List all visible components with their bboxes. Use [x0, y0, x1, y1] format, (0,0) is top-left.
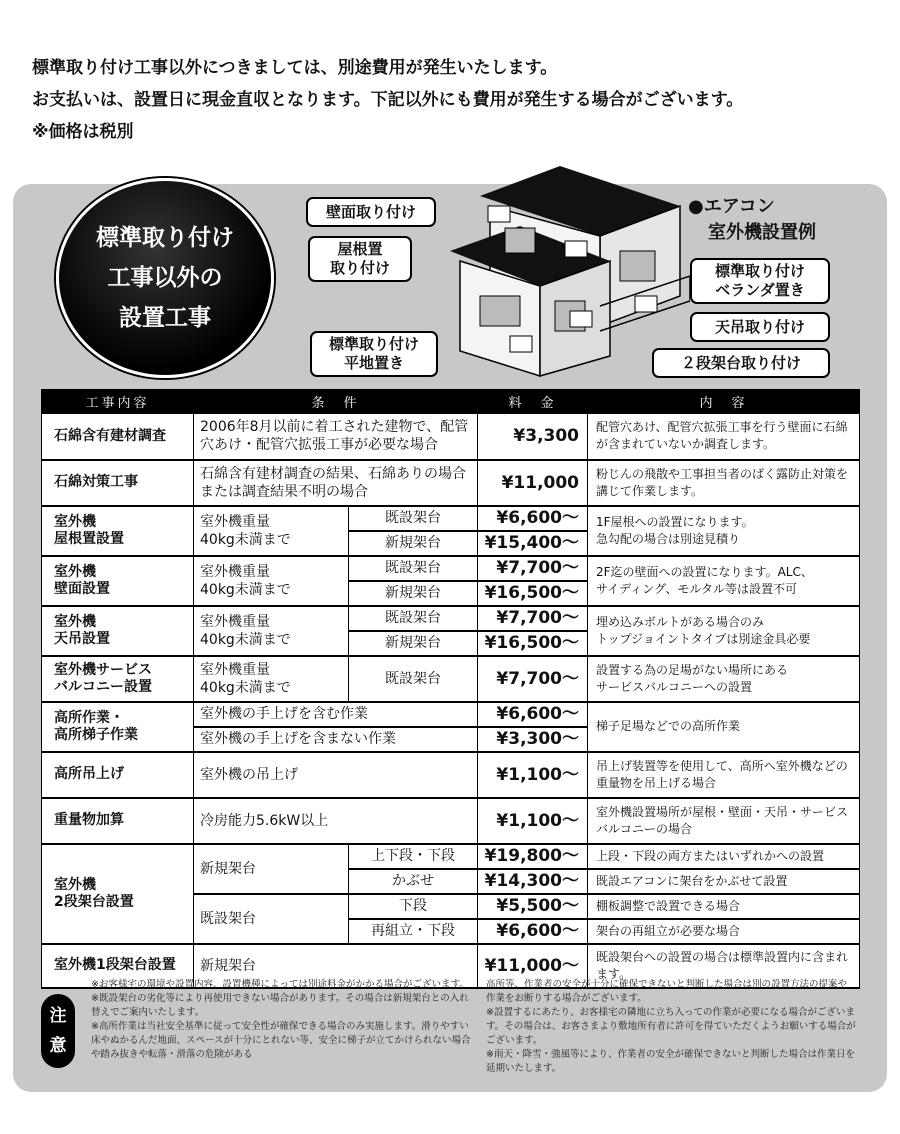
condition-line: 室外機重量 [200, 661, 270, 678]
callout-roof [308, 236, 412, 282]
detail-cell [588, 656, 860, 702]
item-line: 室外機サービス [54, 661, 152, 678]
badge-line-2: 工事以外の [107, 265, 223, 291]
callout-veranda-line-1: 標準取り付け [714, 262, 805, 280]
price-cell: ¥3,300 [478, 414, 588, 460]
caution-char-1: 注 [49, 1006, 67, 1026]
detail-cell [588, 506, 860, 556]
price-cell: ¥19,800～ [478, 844, 588, 869]
intro-text [32, 52, 882, 148]
mount-cell: 上下段・下段 [349, 844, 478, 869]
callout-roof-line-2: 取り付け [329, 259, 390, 277]
price-cell: ¥11,000 [478, 460, 588, 506]
condition-line: 室外機重量 [200, 563, 270, 580]
price-cell: ¥3,300～ [478, 727, 588, 752]
legend-line-1: ●エアコン [688, 196, 775, 217]
header-work: 工事内容 [42, 390, 194, 414]
tax-note: ※価格は税別 [32, 122, 134, 142]
condition-cell: 新規架台 [194, 844, 349, 894]
condition-line: 40kg未満まで [200, 531, 291, 548]
price-cell: ¥6,600～ [478, 702, 588, 727]
detail-line: サービスバルコニーへの設置 [596, 679, 753, 694]
callout-two-stage [652, 348, 830, 378]
callout-ceiling [690, 312, 830, 342]
detail-cell: 配管穴あけ、配管穴拡張工事を行う壁面に石綿が含まれていないか調査します。 [588, 414, 860, 460]
note-item: ※お客様宅の環境や設置内容、設置機種によっては別途料金がかかる場合がございます。 [91, 979, 469, 990]
table-row [42, 798, 860, 844]
header-detail: 内 容 [588, 390, 860, 414]
condition-cell: 室外機の手上げを含まない作業 [194, 727, 478, 752]
item-cell [42, 844, 194, 944]
price-cell: ¥15,400～ [478, 531, 588, 556]
fee-table [41, 389, 860, 989]
mount-cell: 既設架台 [349, 556, 478, 581]
condition-cell [194, 506, 349, 556]
condition-cell [194, 556, 349, 606]
condition-cell: 冷房能力5.6kW以上 [194, 798, 478, 844]
legend-line-2: 室外機設置例 [708, 222, 816, 243]
item-line: 室外機 [54, 513, 96, 530]
price-cell: ¥6,600～ [478, 919, 588, 944]
detail-cell: 棚板調整で設置できる場合 [588, 894, 860, 919]
item-cell [42, 702, 194, 752]
detail-line: 急勾配の場合は別途見積り [596, 531, 741, 546]
callout-ground-line-2: 平地置き [343, 354, 404, 372]
price-cell: ¥16,500～ [478, 581, 588, 606]
detail-cell: 上段・下段の両方またはいずれかへの設置 [588, 844, 860, 869]
price-cell: ¥14,300～ [478, 869, 588, 894]
legend [688, 194, 816, 246]
item-line: 壁面設置 [54, 580, 110, 597]
note-item: ※設置するにあたり、お客様宅の隣地に立ち入っての作業が必要になる場合がございます。その場合は、お客さまより敷地所有者に許可を得ていただくようお願いする場合がございます。 [486, 1007, 856, 1046]
caution-label [41, 994, 75, 1068]
condition-cell: 石綿含有建材調査の結果、石綿ありの場合または調査結果不明の場合 [194, 460, 478, 506]
item-line: 高所梯子作業 [54, 726, 138, 743]
mount-cell: 既設架台 [349, 606, 478, 631]
table-row [42, 702, 860, 727]
mount-cell: かぶせ [349, 869, 478, 894]
callout-wall-text: 壁面取り付け [325, 202, 416, 221]
item-cell: 石綿含有建材調査 [42, 414, 194, 460]
caution-char-2: 意 [49, 1036, 67, 1056]
table-row [42, 556, 860, 581]
mount-cell: 既設架台 [349, 506, 478, 531]
detail-cell [588, 606, 860, 656]
callout-veranda-line-2: ベランダ置き [715, 281, 805, 299]
price-cell: ¥7,700～ [478, 556, 588, 581]
callout-ground [310, 331, 438, 377]
detail-cell: 吊上げ装置等を使用して、高所へ室外機などの重量物を吊上げる場合 [588, 752, 860, 798]
condition-cell: 既設架台 [194, 894, 349, 944]
price-cell: ¥5,500～ [478, 894, 588, 919]
detail-cell: 架台の再組立が必要な場合 [588, 919, 860, 944]
detail-line: 設置する為の足場がない場所にある [596, 662, 789, 677]
condition-line: 室外機重量 [200, 513, 270, 530]
mount-cell: 新規架台 [349, 581, 478, 606]
table-row [42, 844, 860, 869]
price-cell: ¥6,600～ [478, 506, 588, 531]
price-cell: ¥16,500～ [478, 631, 588, 656]
mount-cell: 再組立・下段 [349, 919, 478, 944]
notes-section [41, 978, 859, 1086]
mount-cell: 新規架台 [349, 531, 478, 556]
table-row [42, 414, 860, 460]
notes-left [91, 978, 476, 1062]
mount-cell: 下段 [349, 894, 478, 919]
price-cell: ¥7,700～ [478, 656, 588, 702]
detail-line: 埋め込みボルトがある場合のみ [596, 614, 765, 629]
detail-cell: 粉じんの飛散や工事担当者のばく露防止対策を講じて作業します。 [588, 460, 860, 506]
price-cell: ¥1,100～ [478, 752, 588, 798]
condition-line: 室外機重量 [200, 613, 270, 630]
callout-two-stage-text: ２段架台取り付け [680, 353, 801, 372]
badge-line-1: 標準取り付け [96, 225, 234, 251]
condition-cell [194, 606, 349, 656]
condition-line: 40kg未満まで [200, 631, 291, 648]
detail-cell: 室外機設置場所が屋根・壁面・天吊・サービスバルコニーの場合 [588, 798, 860, 844]
item-cell: 高所吊上げ [42, 752, 194, 798]
detail-line: サイディング、モルタル等は設置不可 [596, 581, 798, 596]
price-cell: ¥1,100～ [478, 798, 588, 844]
price-cell: ¥11,000～ [478, 944, 588, 988]
item-line: 屋根置設置 [54, 530, 124, 547]
detail-cell: 既設架台への設置の場合は標準設置内に含まれます。 [588, 944, 860, 988]
condition-line: 40kg未満まで [200, 581, 291, 598]
table-row [42, 752, 860, 798]
callout-ground-line-1: 標準取り付け [328, 335, 419, 353]
title-badge [56, 178, 274, 378]
detail-line: 1F屋根への設置になります。 [596, 514, 754, 529]
item-line: バルコニー設置 [54, 678, 152, 695]
note-item: ※雨天・降雪・強風等により、作業者の安全が確保できないと判断した場合は作業日を延期いたします。 [486, 1049, 855, 1074]
badge-line-3: 設置工事 [119, 305, 211, 331]
callout-ceiling-text: 天吊取り付け [714, 317, 805, 336]
item-line: 高所作業・ [54, 709, 124, 726]
detail-line: 2F迄の壁面への設置になります。ALC、 [596, 564, 813, 579]
item-cell [42, 656, 194, 702]
table-row [42, 460, 860, 506]
condition-cell: 室外機の手上げを含む作業 [194, 702, 478, 727]
callout-wall [306, 197, 436, 227]
table-row [42, 506, 860, 531]
table-header-row [42, 390, 860, 414]
item-cell [42, 556, 194, 606]
item-cell [42, 606, 194, 656]
detail-line: トップジョイントタイプは別途金具必要 [596, 631, 811, 646]
mount-cell: 新規架台 [349, 631, 478, 656]
callout-roof-line-1: 屋根置 [337, 240, 383, 258]
note-item: ※高所作業は当社安全基準に従って安全性が確保できる場合のみ実施します。滑りやすい床やぬかるんだ地面、スペースが十分にとれない等、安全に梯子が立てかけられない場合や踏み抜きや転落・滑落の危険がある [91, 1021, 471, 1060]
item-line: 天吊設置 [54, 630, 110, 647]
notes-right [486, 978, 856, 1076]
callout-veranda [690, 258, 830, 304]
condition-cell: 室外機の吊上げ [194, 752, 478, 798]
detail-cell: 既設エアコンに架台をかぶせて設置 [588, 869, 860, 894]
table-row [42, 606, 860, 631]
note-item: 高所等、作業者の安全が十分に確保できないと判断した場合は別の設置方法の提案や作業をお断りする場合がございます。 [486, 979, 848, 1004]
intro-line-2: お支払いは、設置日に現金直収となります。下記以外にも費用が発生する場合がございます。 [32, 90, 744, 110]
condition-cell: 2006年8月以前に着工された建物で、配管穴あけ・配管穴拡張工事が必要な場合 [194, 414, 478, 460]
item-cell: 石綿対策工事 [42, 460, 194, 506]
condition-line: 40kg未満まで [200, 679, 291, 696]
table-row [42, 656, 860, 702]
header-condition: 条 件 [194, 390, 478, 414]
intro-line-1: 標準取り付け工事以外につきましては、別途費用が発生いたします。 [32, 58, 558, 78]
item-line: 室外機 [54, 613, 96, 630]
item-cell [42, 506, 194, 556]
price-cell: ¥7,700～ [478, 606, 588, 631]
mount-cell: 既設架台 [349, 656, 478, 702]
item-cell: 室外機1段架台設置 [42, 944, 194, 988]
condition-cell [194, 656, 349, 702]
condition-cell: 新規架台 [194, 944, 478, 988]
header-price: 料 金 [478, 390, 588, 414]
item-cell: 重量物加算 [42, 798, 194, 844]
detail-cell: 梯子足場などでの高所作業 [588, 702, 860, 752]
item-line: 室外機 [54, 563, 96, 580]
item-line: 室外機 [54, 876, 96, 893]
note-item: ※既設架台の劣化等により再使用できない場合があります。その場合は新規架台との入れ替えでご案内いたします。 [91, 993, 469, 1018]
detail-cell [588, 556, 860, 606]
item-line: 2段架台設置 [54, 893, 134, 910]
